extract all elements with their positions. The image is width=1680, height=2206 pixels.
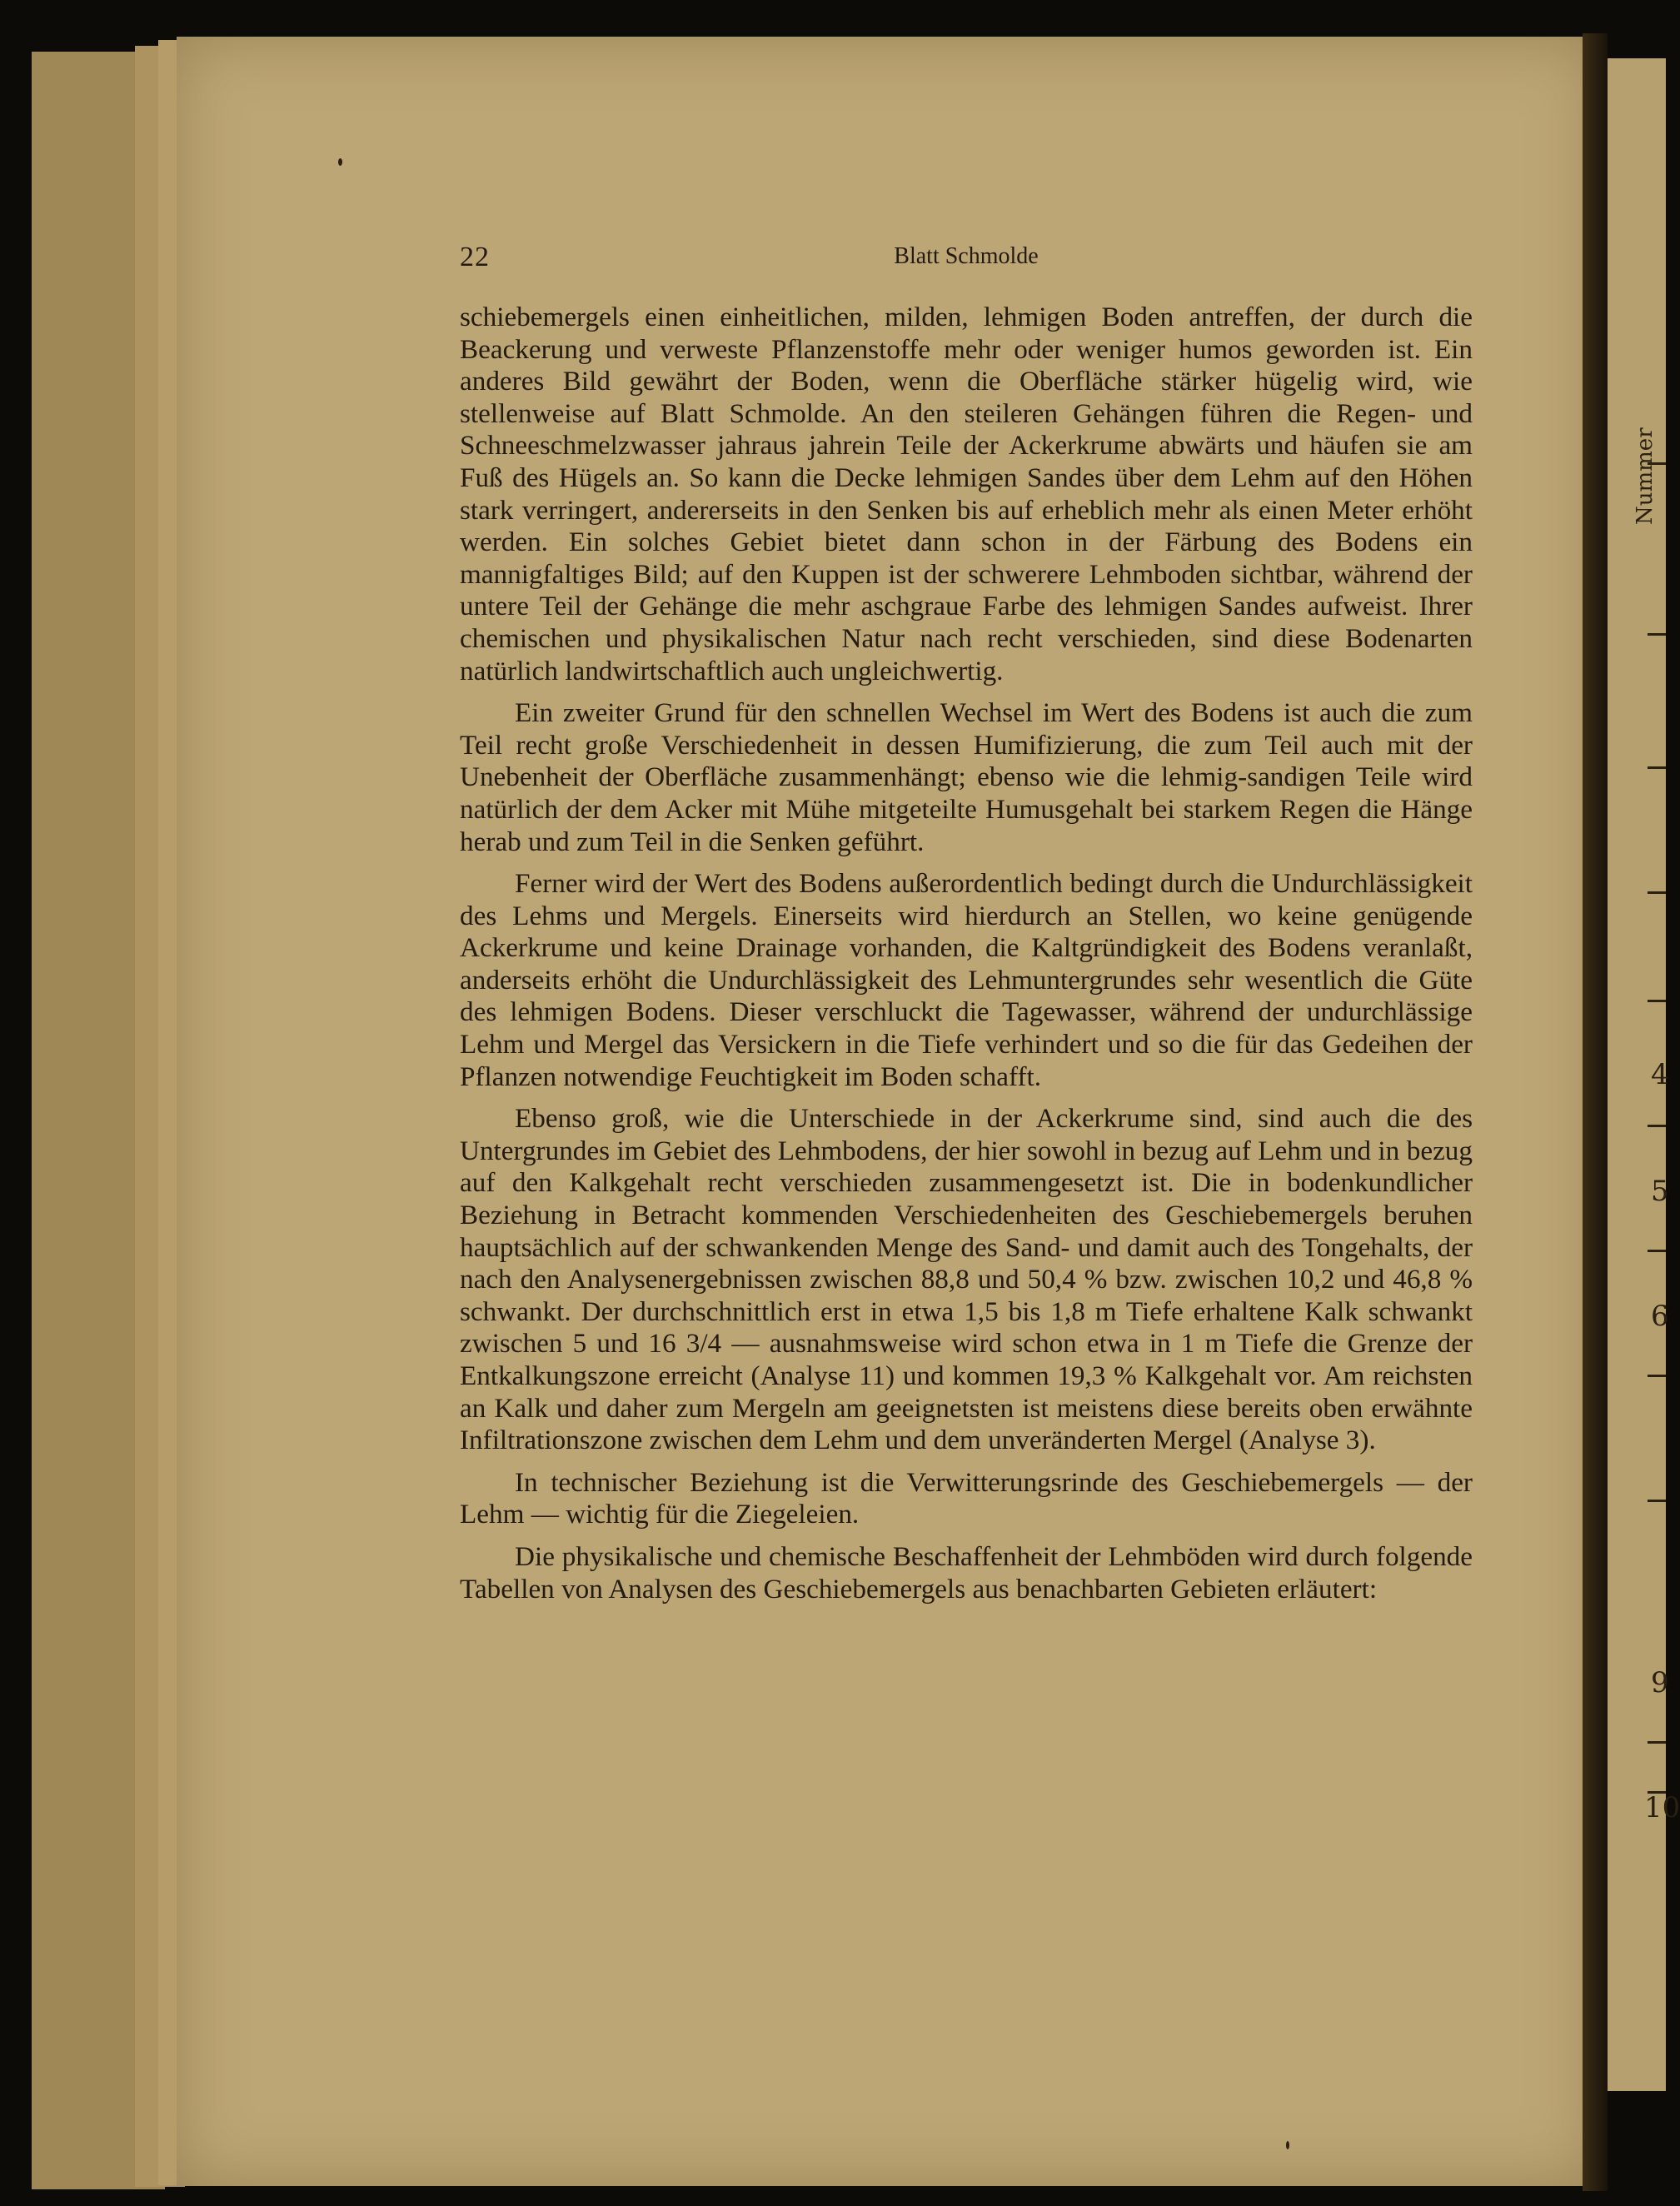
running-title: Blatt Schmolde (894, 243, 1039, 269)
adjacent-page-glyph: 9 (1651, 1666, 1669, 1699)
paragraph: schiebemergels einen einheitlichen, milden, lehmigen Boden antreffen, der durch die Beackerung und verweste Pflanzenstoffe mehr oder weniger humos geworden ist. Ein anderes Bild gewährt der Boden, wenn die Oberfläche stärker hügelig wird, wie stellenweise auf Blatt Schmolde. An den steileren Gehängen führen die Regen- und Schneeschmelzwasser jahraus jahrein Teile der Ackerkrume abwärts und häufen sie am Fuß des Hügels an. So kann die Decke lehmigen Sandes über dem Lehm auf den Höhen stark verringert, andererseits in den Senken bis auf erheblich mehr als einen Meter erhöht werden. Ein solches Gebiet bietet dann schon in der Färbung des Bodens ein mannigfaltiges Bild; auf den Kuppen ist der schwerere Lehmboden sichtbar, während der untere Teil der Gehänge die mehr aschgraue Farbe des lehmigen Sandes aufweist. Ihrer chemischen und physikalischen Natur nach recht verschieden, sind diese Bodenarten natürlich landwirtschaftlich auch ungleichwertig. (460, 302, 1473, 686)
adjacent-page-sliver (1608, 58, 1680, 2091)
table-rule-mark (1648, 1250, 1666, 1252)
paper-speck (1286, 2141, 1289, 2149)
paragraph: Ein zweiter Grund für den schnellen Wechsel im Wert des Bodens ist auch die zum Teil recht große Verschiedenheit in dessen Humifizierung, die zum Teil auch mit der Unebenheit der Oberfläche zusammenhängt; ebenso wie die lehmig-sandigen Teile wird natürlich der dem Acker mit Mühe mitgeteilte Humusgehalt bei starkem Regen die Hänge herab und zum Teil in die Senken geführt. (460, 697, 1473, 857)
adjacent-page-glyph: 5 (1651, 1175, 1669, 1208)
table-rule-mark (1648, 633, 1666, 636)
paragraph: Die physikalische und chemische Beschaffenheit der Lehmböden wird durch folgende Tabellen von Analysen des Geschiebemergels aus benachbarten Gebieten erläutert: (460, 1540, 1473, 1605)
table-rule-mark (1648, 1000, 1666, 1002)
table-rule-mark (1648, 891, 1666, 894)
paragraph: In technischer Beziehung ist die Verwitterungsrinde des Geschiebemergels — der Lehm — wichtig für die Ziegeleien. (460, 1466, 1473, 1530)
paragraph: Ferner wird der Wert des Bodens außerordentlich bedingt durch die Undurchlässigkeit des Lehms und Mergels. Einerseits wird hierdurch an Stellen, wo keine genügende Ackerkrume und keine Drainage vorhanden, die Kaltgründigkeit des Bodens veranlaßt, anderseits erhöht die Undurchlässigkeit des Lehmuntergrundes sehr wesentlich die Güte des lehmigen Bodens. Dieser verschluckt die Tagewasser, während der undurchlässige Lehm und Mergel das Versickern in die Tiefe verhindert und so die für das Gedeihen der Pflanzen notwendige Feuchtigkeit im Boden schafft. (460, 868, 1473, 1092)
adjacent-page-glyph: 10 (1644, 1791, 1680, 1824)
adjacent-page-glyph: 4 (1651, 1058, 1669, 1091)
adjacent-page-glyph: 6 (1651, 1300, 1669, 1333)
table-rule-mark (1648, 766, 1666, 769)
running-head (460, 242, 1473, 275)
paragraph: Ebenso groß, wie die Unterschiede in der Ackerkrume sind, sind auch die des Untergrundes im Gebiet des Lehmbodens, der hier sowohl in bezug auf Lehm und in bezug auf den Kalkgehalt recht verschieden zusammengesetzt ist. Die in bodenkundlicher Beziehung in Betracht kommenden Verschiedenheiten des Geschiebemergels beruhen hauptsächlich auf der schwankenden Menge des Sand- und damit auch des Tongehalts, der nach den Analysenergebnissen zwischen 88,8 und 50,4 % bzw. zwischen 10,2 und 46,8 % schwankt. Der durchschnittlich erst in etwa 1,5 bis 1,8 m Tiefe erhaltene Kalk schwankt zwischen 5 und 16 3/4 — ausnahmsweise wird schon etwa in 1 m Tiefe die Grenze der Entkalkungszone erreicht (Analyse 11) und kommen 19,3 % Kalkgehalt vor. Am reichsten an Kalk und daher zum Mergeln am geeignetsten ist meistens diese bereits oben erwähnte Infiltrationszone zwischen dem Lehm und dem unveränderten Mergel (Analyse 3). (460, 1103, 1473, 1456)
page-number: 22 (460, 242, 490, 272)
paper-speck (338, 158, 342, 166)
page-text (460, 242, 1473, 1605)
table-rule-mark (1648, 1500, 1666, 1502)
table-rule-mark (1648, 1375, 1666, 1377)
book-spine-shadow (1583, 33, 1608, 2191)
table-rule-mark (1648, 1741, 1666, 1744)
adjacent-page-label: Nummer (1633, 427, 1658, 525)
table-rule-mark (1648, 1125, 1666, 1127)
